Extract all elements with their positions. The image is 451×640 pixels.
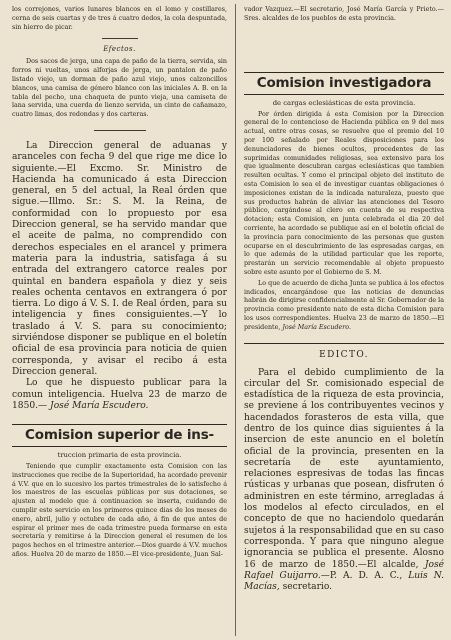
decree-closing-paragraph: Lo que he dispuesto publicar para la comun inteligencia. Huelva 23 de marzo de 1850.— José María Escudero. xyxy=(12,378,227,411)
effects-title: Efectos. xyxy=(103,45,136,54)
right-opening-paragraph: vador Vazquez.—El secretario, José María García y Prieto.—Sres. alcaldes de los pueblos de esta provincia. xyxy=(244,6,444,22)
left-opening-paragraph: los correjones, varios lunares blancos en el lomo y costillares, cerna de seis cuartas y de tres á cuatro dedos, la cola despuntada, sin hierro de picar. xyxy=(12,6,227,31)
customs-decree-paragraph: La Direccion general de aduanas y aranceles con fecha 9 del que rige me dice lo siguiente.—El Excmo. Sr. Ministro de Hacienda ha comunicado á esta Direccion general, en 5 del actual, la Real órden que sigue.—Illmo. Sr.: S. M. la Reina, de conformidad con lo propuesto por esa Direccion general, se ha servido mandar que el aceite de palma, no comprendido con derechos especiales en el arancel y primera materia para la industria, satisfaga á su entrada del extrangero catorce reales por quintal en bandera española y diez y seis reales ochenta centavos en extrangera ó por tierra. Lo digo á V. S. I. de Real órden, para su inteligencia y fines consiguientes.—Y lo traslado á V. S. para su conocimiento; sirviéndose disponer se publique en el boletín oficial de esa provincia para noticia de quien corresponda, y avisar el recibo á esta Direccion general. xyxy=(12,140,227,377)
edict-secretary-name: Luis N. Macías, xyxy=(244,570,444,593)
commission-subheading: truccion primaria de esta provincia. xyxy=(57,451,182,460)
edict-paragraph: Para el debido cumplimiento de la circular del Sr. comisionado especial de estadística de la riqueza de esta provincia, se previene á los contribuyentes vecinos y hacendados forasteros de esta villa, que dentro de los quince dias siguientes á la insercion de este anuncio en el boletín oficial de la provincia, presenten en la secretaría de este ayuntamiento, relaciones espresivas de todas las fincas rústicas y urbanas que posean, disfruten ó administren en este término, arregladas á los modelos al efecto circulados, en el concepto de que no haciendolo quedarán sujetos á la responsabilidad que en su caso corresponda. Y para que ninguno alegue ignorancia se publica el presente. Alosno 16 de marzo de 1850.—El alcalde, José Rafael Guijarro.—P. A. D. A. C., Luis N. Macías, secretario. xyxy=(244,367,444,593)
section-divider xyxy=(102,38,138,39)
edict-alcalde-name: José Rafael Guijarro. xyxy=(244,559,444,581)
investigation-heading-box xyxy=(244,72,444,95)
agreement-signature: José María Escudero. xyxy=(282,323,352,331)
right-column xyxy=(244,0,444,640)
commission-heading: Comision superior de ins- xyxy=(25,427,214,444)
left-column xyxy=(12,0,227,640)
edict-heading-box xyxy=(244,343,444,362)
investigation-heading: Comision investigadora xyxy=(256,74,432,91)
edict-title: EDICTO. xyxy=(319,349,369,360)
commission-heading-box xyxy=(12,424,227,447)
decree-signature: José María Escudero. xyxy=(50,400,149,411)
section-divider xyxy=(94,130,146,131)
effects-paragraph: Dos sacos de jerga, una capa de paño de la tierra, servida, sin forros ni vueltas, unos alforjas de jerga, un pantalon de paño listado viejo, un dorman de paño azul viejo, unos calzoncillos blancos, una camisa de género blanco con las iniciales A. B. en la tabla del pecho, una chaqueta de punto vieja, una camiseta de lana servida, una cuerda de lienzo servida, un cinto de cañamazo, cuatro limas, dos redondas y dos carteras. xyxy=(12,58,227,119)
column-rule xyxy=(235,4,236,636)
agreement-paragraph: Lo que de acuerdo de dicha Junta se publica á los efectos indicados, encargándose que las noticias de denuncias habrán de dirigirse confidencialmente al Sr. Gobernador de la provincia como presidente nato de esta dicha Comision para los usos correspondientes. Huelva 23 de marzo de 1850.—El presidente, José María Escudero. xyxy=(244,279,444,331)
investigation-paragraph: Por órden dirigida á esta Comision por la Direccion general de lo contencioso de Hacienda pública en 9 del mes actual, entre otras cosas, se resuelve que el premio del 10 por 100 señalado por Reales disposiciones para los denunciadores de bienes ocultos, procedentes de las suprimidas comunidades religiosas, sea extensivo para los que igualmente descubran cargas eclesiásticas que tambien resulten ocultas. Y como el principal objeto del instituto de esta Comision lo sea el de investigar cuantas obligaciones ó imposiciones existan de la indicada naturaleza, puesto que sus productos habrán de aliviar las atenciones del Tesoro público, cargándose al clero en cuenta de su respectiva dotacion; esta Comision, en junta celebrada el dia 20 del corriente, ha acordado se publique así en el boletín oficial de la provincia para conocimiento de las personas que gusten ocuparse en el descubrimiento de las espresadas cargas, en lo que además de la utilidad particular que les reporte, prestarán un servicio recomendable al objeto propuesto sobre este asunto por el Gobierno de S. M. xyxy=(244,110,444,276)
commission-paragraph: Teniendo que cumplir exactamente esta Comision con las instrucciones que recibe de la Superioridad, ha acordado prevenir á V.V. que en lo sucesivo los partes trimestrales de lo satisfecho á los maestros de las escuelas públicas por sus dotaciones, se ajusten al modelo que á continuacion se inserta, cuidando de cumplir este servicio en los primeros quince dias de los meses de enero, abril, julio y octubre de cada año, á fin de que antes de espirar el primer mes de cada trimestre pueda formarse en esta secretaría y remitirse á la Direccion general el resumen de los pagos hechos en el trimestre anterior.—Dios guarde á V.V. muchos años. Huelva 20 de marzo de 1850.—El vice-presidente, Juan Sal- xyxy=(12,463,227,559)
investigation-subheading: de cargas eclesiásticas de esta provincia. xyxy=(272,98,416,107)
